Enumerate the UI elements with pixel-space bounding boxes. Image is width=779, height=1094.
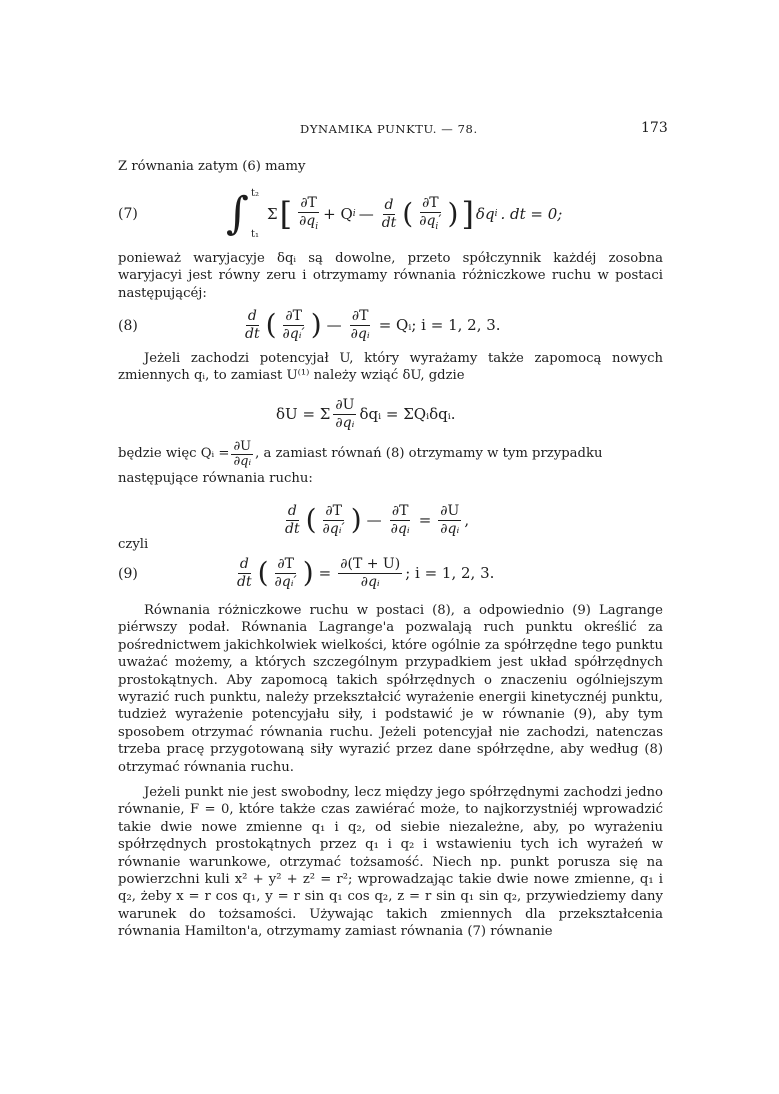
sum-sign: Σ xyxy=(266,205,278,223)
numerator: ∂(T + U) xyxy=(340,555,401,572)
paragraph-2 xyxy=(118,350,663,385)
paren-open: ( xyxy=(305,503,317,536)
numerator: d xyxy=(239,555,249,572)
equation-label-7: (7) xyxy=(118,206,138,222)
integral-sign: ∫ xyxy=(226,188,249,239)
fraction-d-dt xyxy=(243,309,262,341)
denominator: ∂qᵢ′ xyxy=(282,325,305,342)
fraction-dT-dq-prime xyxy=(273,557,299,589)
czyli-word: czyli xyxy=(118,537,149,552)
numerator: ∂T xyxy=(422,195,439,212)
numerator: ∂T xyxy=(325,502,342,519)
fraction-d-dt xyxy=(380,198,399,230)
paragraph-3-line-2: następujące równania ruchu: xyxy=(118,471,313,486)
paragraph-3-line-1 xyxy=(118,440,663,468)
paren-open: ( xyxy=(265,308,277,341)
fraction-dT-dq xyxy=(389,504,412,536)
bracket-close: ] xyxy=(461,195,474,233)
variation-subscript: i xyxy=(494,209,498,219)
plus-Q: + Q xyxy=(323,205,353,223)
denominator: $\partial q_i'$ xyxy=(419,212,442,232)
equation-rest: ; i = 1, 2, 3. xyxy=(405,564,495,582)
minus-sign: — xyxy=(366,511,382,529)
text-after: , a zamiast równań (8) otrzymamy w tym przypadku xyxy=(255,446,603,462)
paragraph-5 xyxy=(118,784,663,941)
numerator: ∂T xyxy=(391,502,409,519)
text-before: będzie więc Qᵢ = xyxy=(118,446,230,462)
fraction-dT-dq xyxy=(297,196,320,232)
intro-line: Z równania zatym (6) mamy xyxy=(118,159,306,174)
numerator: d xyxy=(384,196,394,213)
numerator: ∂U xyxy=(233,439,252,454)
paragraph-5-text: Jeżeli punkt nie jest swobodny, lecz między jego spółrzędnymi zachodzi jedno równanie, F = 0, które także czas zawiérać może, to najkorzystniéj wprowadzić takie dwie nowe zmienne q₁ i q₂, od siebie niezależne, aby, po wyrażeniu spółrzędnych prostokątnych przez q₁ i q₂ i wstawieniu tych ich wyrażeń w równanie warunkowe, otrzymać tożsamość. Niech np. punkt porusza się na powierzchni kuli x² + y² + z² = r²; wprowadzając takie dwie nowe zmienne, q₁ i q₂, żeby x = r cos q₁, y = r sin q₁ cos q₂, z = r sin q₁ sin q₂, przywiedziemy dany warunek do tożsamości. Używając takich zmiennych dla przekształcenia równania Hamilton'a, otrzymamy zamiast równania (7) równanie xyxy=(118,785,663,940)
equation-left: δU = Σ xyxy=(276,405,331,423)
paren-open: ( xyxy=(402,197,414,230)
paren-close: ) xyxy=(302,556,314,589)
equation-rest: = Qᵢ; i = 1, 2, 3. xyxy=(378,316,501,334)
numerator: ∂T xyxy=(277,555,294,572)
denominator: ∂qᵢ xyxy=(233,453,252,469)
fraction-dT-dq-prime xyxy=(281,309,307,341)
paragraph-4 xyxy=(118,602,663,776)
denominator: ∂qᵢ xyxy=(440,520,460,537)
equation-label-9: (9) xyxy=(118,566,138,582)
lower-limit: t₁ xyxy=(250,229,259,240)
integral-limits xyxy=(251,188,259,240)
denominator: ∂qᵢ xyxy=(390,520,410,537)
fraction-dT-dq-prime xyxy=(417,196,443,232)
fraction-dT-dq xyxy=(349,309,372,341)
fraction-dT-dq-prime xyxy=(321,504,347,536)
paren-close: ) xyxy=(350,503,362,536)
paragraph-1-text: ponieważ waryjacyje δqᵢ są dowolne, przeto spółczynnik każdéj zosobna waryjacyi jest równy zeru i otrzymamy równania różniczkowe ruchu w postaci następującéj: xyxy=(118,251,663,301)
denominator: dt xyxy=(237,573,252,590)
numerator: ∂U xyxy=(335,396,355,413)
equation-8 xyxy=(240,300,501,350)
variation-term: δq xyxy=(475,205,495,223)
denominator: dt xyxy=(245,325,260,342)
paren-close: ) xyxy=(310,308,322,341)
paragraph-1 xyxy=(118,250,663,302)
fraction-dTU-dq xyxy=(338,557,402,589)
Q-subscript: i xyxy=(352,209,356,219)
paren-open: ( xyxy=(257,556,269,589)
numerator: d xyxy=(287,502,297,519)
equation-7 xyxy=(226,184,562,244)
equation-right: δqᵢ = ΣQᵢδqᵢ. xyxy=(359,405,456,423)
denominator: ∂qᵢ′ xyxy=(322,520,345,537)
equals-sign: = xyxy=(418,511,432,529)
paragraph-4-text: Równania różniczkowe ruchu w postaci (8), a odpowiednio (9) Lagrange piérwszy podał. Równania Lagrange'a pozwalają ruch punktu określić za pośrednictwem jakichkolwiek wielkości, które ogólnie za spółrzędne tego punktu uważać możemy, a których szczególnym przypadkiem jest układ spółrzędnych prostokątnych. Aby zapomocą takich spółrzędnych o znaczeniu ogólniejszym wyrazić ruch punktu, należy przekształcić wyrażenie energii kinetycznéj punktu, tudzież wyrażenie potencyjału siły, i podstawić je w równanie (9), aby tym sposobem otrzymać równania ruchu. Jeżeli potencyjał nie zachodzi, natenczas trzeba pracę przygotowaną siły wyrazić przez dane spółrzędne, aby według (8) otrzymać równania ruchu. xyxy=(118,603,663,775)
upper-limit: t₂ xyxy=(250,188,259,199)
page-number: 173 xyxy=(641,120,668,136)
denominator: ∂qᵢ xyxy=(350,325,370,342)
equation-tail: . dt = 0; xyxy=(500,205,563,223)
fraction-d-dt xyxy=(283,504,302,536)
fraction-d-dt xyxy=(235,557,254,589)
equation-dU xyxy=(276,392,456,436)
paren-close: ) xyxy=(447,197,459,230)
inline-fraction xyxy=(231,440,253,468)
denominator: dt xyxy=(381,214,397,231)
paragraph-2-text: Jeżeli zachodzi potencyjał U, który wyrażamy także zapomocą nowych zmiennych qᵢ, to zamiast U⁽¹⁾ należy wziąć δU, gdzie xyxy=(118,351,663,384)
denominator: ∂qᵢ xyxy=(360,573,380,590)
comma: , xyxy=(464,511,470,529)
equation-9 xyxy=(232,548,494,598)
equation-label-8: (8) xyxy=(118,318,138,334)
fraction-dU-dq xyxy=(438,504,461,536)
minus-sign: — xyxy=(358,205,374,223)
equals-sign: = xyxy=(318,564,332,582)
denominator: dt xyxy=(285,520,300,537)
minus-sign: — xyxy=(326,316,342,334)
numerator: ∂U xyxy=(440,502,460,519)
bracket-open: [ xyxy=(279,195,293,233)
running-head: DYNAMIKA PUNKTU. — 78. xyxy=(300,122,478,136)
numerator: ∂T xyxy=(285,307,302,324)
numerator: d xyxy=(247,307,257,324)
numerator: ∂T xyxy=(300,195,317,212)
numerator: ∂T xyxy=(351,307,369,324)
denominator: ∂qᵢ xyxy=(335,414,355,431)
denominator: $\partial q_i$ xyxy=(299,212,319,232)
fraction-dU-dq xyxy=(333,398,356,430)
denominator: ∂qᵢ′ xyxy=(274,573,297,590)
